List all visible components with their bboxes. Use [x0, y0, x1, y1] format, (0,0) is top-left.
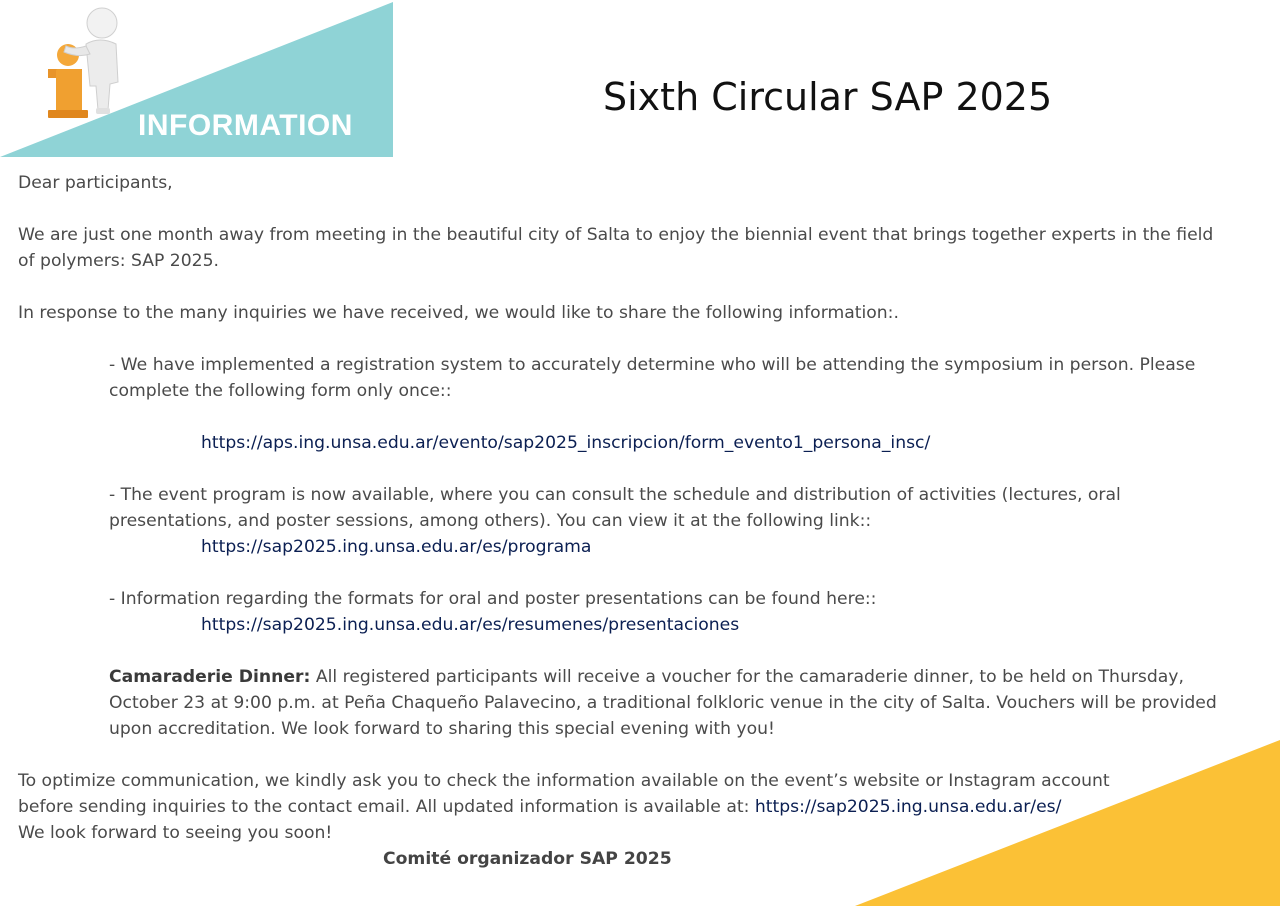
- dinner-text: All registered participants will receive a voucher for the camaraderie dinner, to be held on Thursday, October 23 at 9:00 p.m. at Peña Chaqueño Palavecino, a traditional folkloric venue in the city of Salta. Vouchers will be provided upon accreditation. We look forward to sharing this special evening with you!: [109, 667, 1217, 739]
- page-title: Sixth Circular SAP 2025: [603, 75, 1053, 119]
- registration-item: - We have implemented a registration system to accurately determine who will be attending the symposium in person. Please complete the following form only once::: [109, 355, 1196, 401]
- program-item: - The event program is now available, where you can consult the schedule and distribution of activities (lectures, oral presentations, and poster sessions, among others). You can view it at the following link::: [109, 485, 1121, 531]
- signature: Comité organizador SAP 2025: [383, 849, 672, 869]
- information-label: INFORMATION: [138, 109, 353, 142]
- letter-body: [18, 170, 1233, 872]
- intro-paragraph: We are just one month away from meeting in the beautiful city of Salta to enjoy the biennial event that brings together experts in the field of polymers: SAP 2025.: [18, 225, 1214, 271]
- response-paragraph: In response to the many inquiries we have received, we would like to share the following information:.: [18, 303, 899, 323]
- dinner-label: Camaraderie Dinner:: [109, 667, 311, 687]
- communication-text: before sending inquiries to the contact email. All updated information is available at:: [18, 797, 755, 817]
- communication-line-2: [18, 794, 1233, 820]
- info-figure-icon: [48, 8, 118, 118]
- program-link[interactable]: https://sap2025.ing.unsa.edu.ar/es/programa: [201, 537, 592, 557]
- presentations-link[interactable]: https://sap2025.ing.unsa.edu.ar/es/resumenes/presentaciones: [201, 615, 740, 635]
- greeting: Dear participants,: [18, 173, 173, 193]
- formats-item: - Information regarding the formats for oral and poster presentations can be found here::: [109, 589, 877, 609]
- communication-line-1: To optimize communication, we kindly ask you to check the information available on the event’s website or Instagram account: [18, 771, 1110, 791]
- dinner-paragraph: [18, 664, 1233, 742]
- closing-line: We look forward to seeing you soon!: [18, 823, 333, 843]
- registration-form-link[interactable]: https://aps.ing.unsa.edu.ar/evento/sap2025_inscripcion/form_evento1_persona_insc/: [201, 433, 931, 453]
- website-link[interactable]: https://sap2025.ing.unsa.edu.ar/es/: [754, 797, 1062, 817]
